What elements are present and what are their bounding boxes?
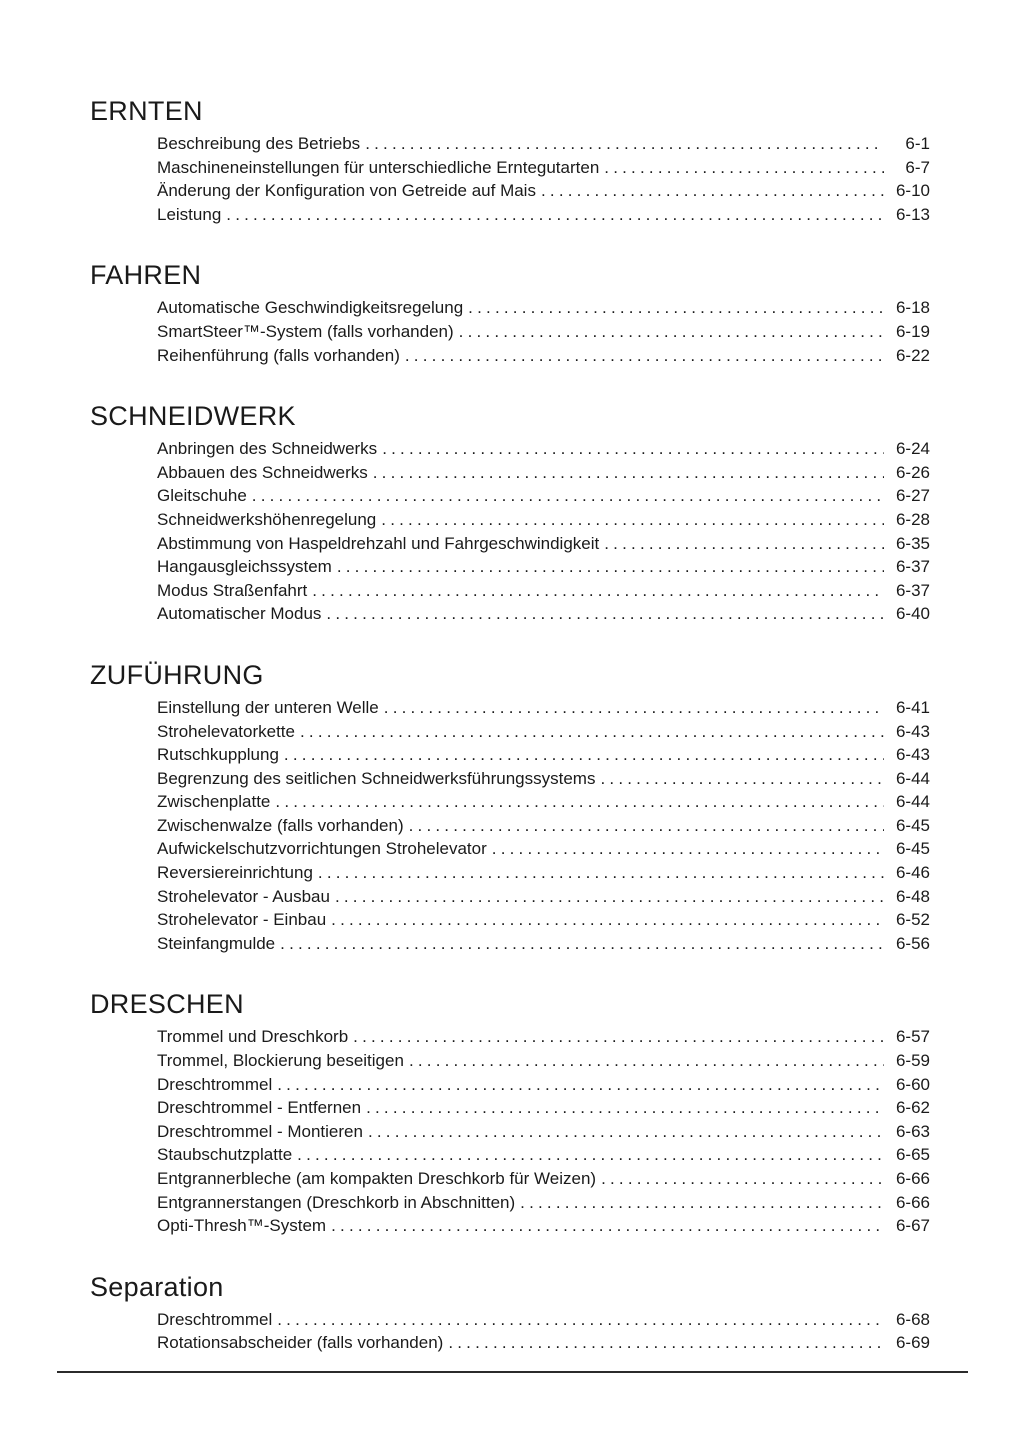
leader-dots [277, 1073, 884, 1097]
entry-title: Gleitschuhe [157, 486, 247, 506]
entry-title: Begrenzung des seitlichen Schneidwerksführungssystems [157, 768, 596, 788]
entry-page-number: 6-59 [895, 1051, 930, 1071]
entry-title: Änderung der Konfiguration von Getreide auf Mais [157, 181, 536, 201]
toc-entry [157, 1308, 930, 1332]
entry-title: Abbauen des Schneidwerks [157, 462, 368, 482]
leader-dots [366, 1096, 884, 1120]
section-title: SCHNEIDWERK [90, 401, 296, 432]
toc-entry [157, 885, 930, 909]
leader-dots [280, 932, 884, 956]
entry-page-number: 6-45 [895, 839, 930, 859]
toc-entry [157, 579, 930, 603]
leader-dots [604, 532, 884, 556]
leader-dots [297, 1143, 884, 1167]
toc-entry [157, 814, 930, 838]
leader-dots [405, 344, 884, 368]
toc-section [90, 989, 930, 1237]
leader-dots [541, 179, 884, 203]
entry-title: Rutschkupplung [157, 745, 279, 765]
entry-page-number: 6-35 [895, 533, 930, 553]
entry-page-number: 6-63 [895, 1121, 930, 1141]
entry-page-number: 6-62 [895, 1098, 930, 1118]
entry-title: Strohelevatorkette [157, 721, 295, 741]
entry-page-number: 6-19 [895, 321, 930, 341]
leader-dots [604, 156, 884, 180]
section-title: FAHREN [90, 260, 202, 291]
leader-dots [520, 1191, 884, 1215]
toc-entry [157, 344, 930, 368]
entry-title: Dreschtrommel [157, 1074, 273, 1094]
toc-section [90, 401, 930, 626]
leader-dots [365, 132, 884, 156]
entry-page-number: 6-43 [895, 745, 930, 765]
leader-dots [384, 696, 884, 720]
entry-page-number: 6-66 [895, 1192, 930, 1212]
toc-entry [157, 1096, 930, 1120]
entry-title: Trommel, Blockierung beseitigen [157, 1051, 404, 1071]
toc-entry [157, 296, 930, 320]
leader-dots [318, 861, 884, 885]
section-title: Separation [90, 1271, 224, 1302]
entry-title: Beschreibung des Betriebs [157, 134, 361, 153]
toc-entry [157, 203, 930, 227]
entry-title: Entgrannerstangen (Dreschkorb in Abschnitten) [157, 1192, 516, 1212]
toc-entry [157, 484, 930, 508]
entry-title: Strohelevator - Ausbau [157, 886, 330, 906]
leader-dots [459, 320, 884, 344]
entry-title: Dreschtrommel - Entfernen [157, 1098, 362, 1118]
toc-entry [157, 532, 930, 556]
entry-title: Modus Straßenfahrt [157, 580, 308, 600]
toc-entry [157, 1049, 930, 1073]
entry-title: Dreschtrommel [157, 1309, 273, 1329]
entry-title: Abstimmung von Haspeldrehzahl und Fahrgeschwindigkeit [157, 533, 600, 553]
leader-dots [331, 908, 884, 932]
entry-title: Zwischenplatte [157, 792, 271, 812]
entry-title: Reversiereinrichtung [157, 863, 313, 883]
leader-dots [409, 1049, 884, 1073]
entry-page-number: 6-43 [895, 721, 930, 741]
leader-dots [284, 743, 884, 767]
entry-page-number: 6-24 [895, 439, 930, 459]
entry-title: Hangausgleichssystem [157, 557, 332, 577]
leader-dots [373, 461, 884, 485]
entry-page-number: 6-46 [895, 863, 930, 883]
entry-title: Anbringen des Schneidwerks [157, 439, 378, 459]
toc-section [90, 1272, 930, 1355]
leader-dots [226, 203, 884, 227]
toc-entry [157, 1073, 930, 1097]
entry-page-number: 6-65 [895, 1145, 930, 1165]
entry-page-number: 6-13 [895, 204, 930, 224]
leader-dots [368, 1120, 884, 1144]
toc-entry [157, 508, 930, 532]
toc-entry [157, 555, 930, 579]
entry-page-number: 6-44 [895, 768, 930, 788]
entry-page-number: 6-68 [895, 1309, 930, 1329]
toc-entry [157, 767, 930, 791]
toc-section [90, 660, 930, 956]
leader-dots [448, 1331, 884, 1355]
entry-title: Zwischenwalze (falls vorhanden) [157, 815, 404, 835]
toc-section [90, 260, 930, 367]
toc-entry [157, 1167, 930, 1191]
entry-title: Reihenführung (falls vorhanden) [157, 345, 400, 365]
toc-entry [157, 743, 930, 767]
toc-entry [157, 837, 930, 861]
entry-page-number: 6-41 [895, 697, 930, 717]
entry-title: Dreschtrommel - Montieren [157, 1121, 363, 1141]
entry-title: Rotationsabscheider (falls vorhanden) [157, 1333, 444, 1353]
entry-title: Entgrannerbleche (am kompakten Dreschkorb für Weizen) [157, 1169, 597, 1188]
toc-entry [157, 437, 930, 461]
entry-page-number: 6-48 [895, 886, 930, 906]
toc-entry [157, 179, 930, 203]
entry-page-number: 6-26 [895, 462, 930, 482]
section-title: ZUFÜHRUNG [90, 659, 264, 690]
entry-title: Aufwickelschutzvorrichtungen Strohelevator [157, 839, 487, 859]
entry-page-number: 6-44 [895, 792, 930, 812]
entry-page-number: 6-37 [895, 580, 930, 600]
leader-dots [300, 720, 884, 744]
entry-page-number: 6-28 [895, 509, 930, 529]
toc-entry [157, 932, 930, 956]
leader-dots [409, 814, 884, 838]
entry-page-number: 6-69 [895, 1333, 930, 1353]
entry-title: Einstellung der unteren Welle [157, 697, 379, 717]
leader-dots [492, 837, 884, 861]
entry-page-number: 6-52 [895, 910, 930, 930]
toc-entry [157, 1143, 930, 1167]
footer-divider [57, 1371, 968, 1373]
toc-entry [157, 320, 930, 344]
toc-entry [157, 1191, 930, 1215]
leader-dots [277, 1308, 884, 1332]
entry-title: Automatische Geschwindigkeitsregelung [157, 298, 464, 318]
entry-page-number: 6-10 [895, 181, 930, 201]
entry-title: Maschineneinstellungen für unterschiedliche Erntegutarten [157, 157, 600, 177]
table-of-contents [90, 96, 930, 1355]
leader-dots [353, 1025, 884, 1049]
entry-title: Trommel und Dreschkorb [157, 1027, 349, 1047]
entry-page-number: 6-67 [895, 1216, 930, 1236]
entry-page-number: 6-45 [895, 815, 930, 835]
entry-page-number: 6-22 [895, 345, 930, 365]
section-title: DRESCHEN [90, 989, 244, 1020]
entry-title: SmartSteer™-System (falls vorhanden) [157, 321, 454, 341]
entry-page-number: 6-7 [905, 157, 930, 177]
leader-dots [337, 555, 884, 579]
toc-entry [157, 1214, 930, 1238]
entry-title: Strohelevator - Einbau [157, 910, 327, 930]
entry-page-number: 6-60 [895, 1074, 930, 1094]
leader-dots [600, 767, 884, 791]
toc-entry [157, 790, 930, 814]
entry-page-number: 6-56 [895, 933, 930, 953]
toc-entry [157, 1025, 930, 1049]
leader-dots [381, 508, 884, 532]
entry-title: Steinfangmulde [157, 933, 276, 953]
leader-dots [326, 602, 884, 626]
entry-title: Staubschutzplatte [157, 1145, 293, 1165]
entry-page-number: 6-1 [905, 134, 930, 153]
entry-page-number: 6-40 [895, 604, 930, 624]
section-title: ERNTEN [90, 96, 203, 126]
entry-page-number: 6-66 [895, 1169, 930, 1188]
toc-entry [157, 132, 930, 156]
leader-dots [312, 579, 884, 603]
leader-dots [468, 296, 884, 320]
toc-entry [157, 720, 930, 744]
toc-entry [157, 908, 930, 932]
toc-entry [157, 156, 930, 180]
entry-title: Automatischer Modus [157, 604, 322, 624]
leader-dots [275, 790, 884, 814]
toc-entry [157, 1120, 930, 1144]
toc-entry [157, 602, 930, 626]
entry-page-number: 6-57 [895, 1027, 930, 1047]
toc-entry [157, 696, 930, 720]
toc-section [90, 96, 930, 226]
entry-title: Schneidwerkshöhenregelung [157, 509, 377, 529]
entry-page-number: 6-37 [895, 557, 930, 577]
toc-entry [157, 1331, 930, 1355]
leader-dots [601, 1167, 884, 1191]
leader-dots [382, 437, 884, 461]
entry-page-number: 6-27 [895, 486, 930, 506]
leader-dots [335, 885, 884, 909]
toc-entry [157, 861, 930, 885]
toc-entry [157, 461, 930, 485]
leader-dots [252, 484, 884, 508]
entry-title: Leistung [157, 204, 222, 224]
entry-title: Opti-Thresh™-System [157, 1216, 327, 1236]
entry-page-number: 6-18 [895, 298, 930, 318]
leader-dots [331, 1214, 884, 1238]
